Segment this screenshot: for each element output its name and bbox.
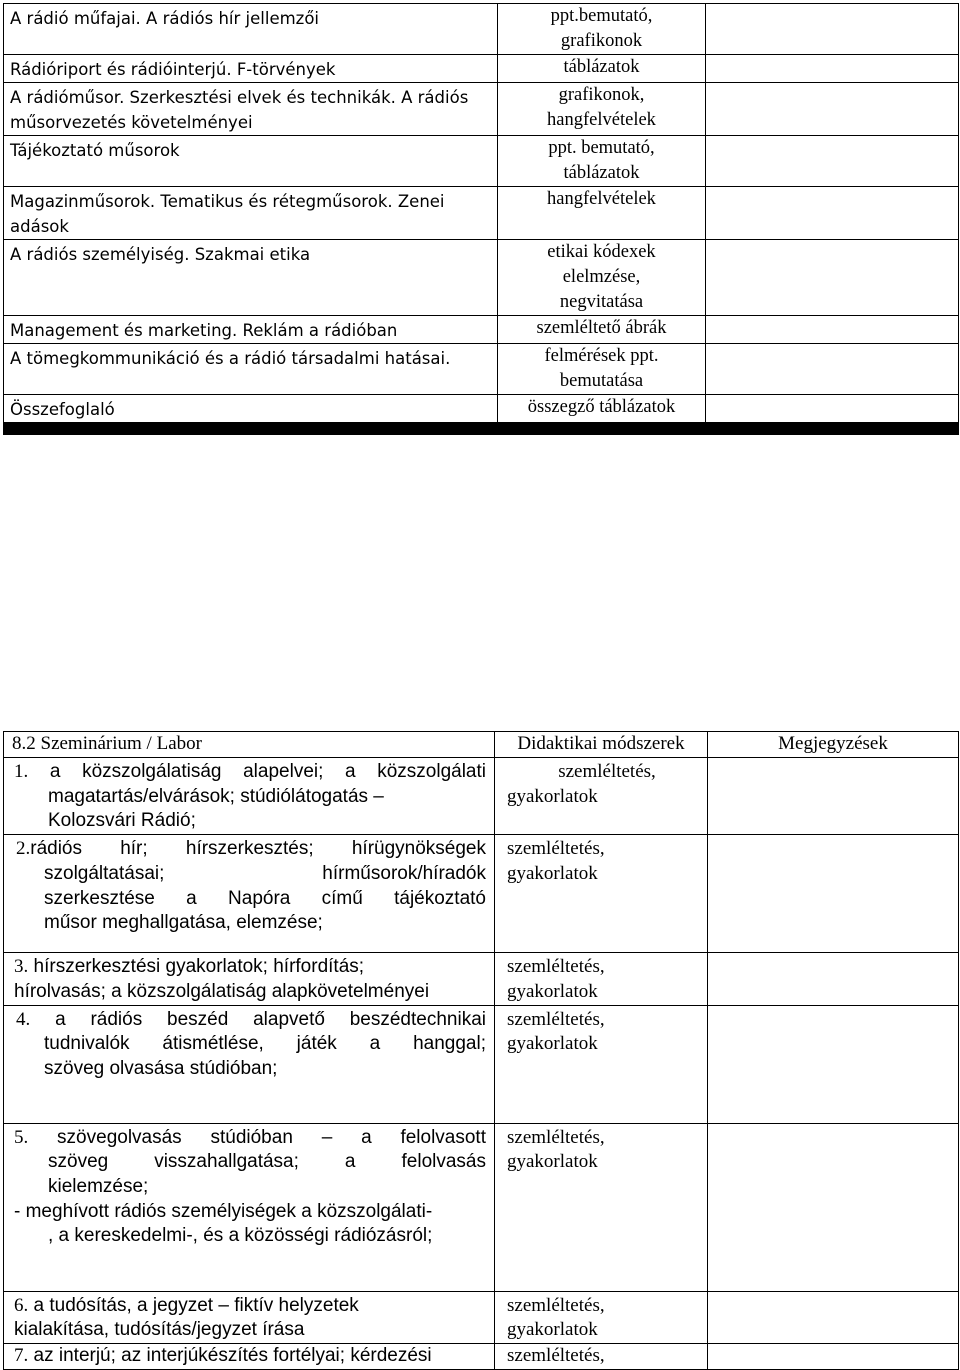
notes-cell (708, 1123, 959, 1291)
notes-cell (708, 758, 959, 835)
notes-cell (708, 1291, 959, 1343)
header-notes: Megjegyzések (708, 732, 959, 758)
notes-cell (706, 240, 959, 316)
item-number: 1. (14, 761, 29, 782)
topic-text: A rádióműsor. Szerkesztési elvek és technikák. A rádiós (10, 88, 469, 107)
table-row (4, 1291, 959, 1343)
method-text: szemléltetés, (558, 761, 656, 782)
notes-cell (706, 83, 959, 136)
method-text: gyakorlatok (507, 1319, 598, 1341)
method-text: gyakorlatok (507, 980, 598, 1002)
header-seminar: 8.2 Szeminárium / Labor (4, 732, 495, 758)
method-text: gyakorlatok (507, 862, 598, 884)
item-text: szolgáltatásai; hírműsorok/híradók (44, 862, 486, 884)
method-text: szemléltetés, (507, 838, 605, 860)
method-text: táblázatok (563, 57, 640, 77)
notes-cell (708, 835, 959, 953)
item-text: - meghívott rádiós személyiségek a közszolgálati- (14, 1200, 433, 1222)
header-row (4, 732, 959, 758)
method-text: szemléltetés, (507, 1008, 605, 1030)
item-number: 6. (14, 1294, 29, 1316)
item-text: , a kereskedelmi-, és a közösségi rádiózásról; (48, 1225, 433, 1247)
method-text: ppt. bemutató, (548, 138, 655, 158)
method-text: összegző táblázatok (527, 397, 676, 417)
item-number: 2. (16, 838, 31, 860)
item-text: kielemzése; (48, 1175, 149, 1197)
seminar-table (3, 731, 959, 1370)
table-row (4, 136, 959, 187)
notes-cell (706, 316, 959, 344)
method-text: grafikonok (560, 31, 643, 51)
table-row (4, 316, 959, 344)
notes-cell (708, 1343, 959, 1369)
item-text: szövegolvasás stúdióban – a felolvasott (28, 1126, 486, 1148)
table-row (4, 344, 959, 395)
method-text: szemléltetés, (507, 1126, 605, 1148)
method-text: felmérések ppt. (544, 346, 659, 366)
item-number: 7. (14, 1344, 29, 1366)
item-text: a rádiós beszéd alapvető beszédtechnikai (30, 1008, 486, 1030)
item-text: az interjú; az interjúkészítés fortélyai; kérdezési (28, 1344, 432, 1366)
notes-cell (708, 953, 959, 1005)
notes-cell (706, 55, 959, 83)
item-number: 5. (14, 1126, 29, 1148)
course-topics-table (3, 3, 959, 435)
item-text: rádiós hír; hírszerkesztés; hírügynökségek (30, 838, 486, 860)
notes-cell (706, 4, 959, 55)
item-text: kialakítása, tudósítás/jegyzet írása (14, 1319, 305, 1341)
notes-cell (706, 395, 959, 423)
item-text: szöveg olvasása stúdióban; (44, 1057, 278, 1079)
method-text: grafikonok, (558, 85, 645, 105)
table-row (4, 1005, 959, 1123)
table-row (4, 758, 959, 835)
table-row (4, 1343, 959, 1369)
method-text: hangfelvételek (547, 110, 656, 130)
item-text: hírolvasás; a közszolgálatiság alapkövetelményei (14, 980, 430, 1002)
method-text: gyakorlatok (507, 1151, 598, 1173)
method-text: gyakorlatok (507, 785, 598, 807)
method-text: bemutatása (559, 371, 644, 391)
method-text: szemléltetés, (507, 956, 605, 978)
method-text: ppt.bemutató, (550, 6, 653, 26)
table-row (4, 4, 959, 55)
method-text: hangfelvételek (547, 189, 656, 209)
item-text: hírszerkesztési gyakorlatok; hírfordítás; (28, 956, 365, 978)
item-text: műsor meghallgatása, elemzése; (44, 912, 323, 934)
method-text: negvitatása (559, 292, 644, 312)
table-row (4, 953, 959, 1005)
method-text: táblázatok (563, 163, 640, 183)
method-text: szemléltetés, (507, 1294, 605, 1316)
method-text: gyakorlatok (507, 1033, 598, 1055)
topic-text: Magazinműsorok. Tematikus és rétegműsorok. Zenei (10, 192, 445, 211)
header-methods: Didaktikai módszerek (495, 732, 708, 758)
topic-text: Management és marketing. Reklám a rádióban (10, 321, 398, 340)
topic-text: adások (10, 217, 69, 236)
topic-text: A rádió műfajai. A rádiós hír jellemzői (10, 9, 320, 28)
topic-text: Tájékoztató műsorok (10, 141, 180, 160)
item-text: szerkesztése a Napóra című tájékoztató (44, 887, 486, 909)
item-text: Kolozsvári Rádió; (48, 810, 196, 832)
table-row (4, 1123, 959, 1291)
table-row (4, 83, 959, 136)
method-cell (498, 4, 705, 54)
notes-cell (706, 344, 959, 395)
method-text: szemléltetés, (507, 1344, 605, 1366)
item-text: a közszolgálatiság alapelvei; a közszolgálati (28, 761, 486, 782)
method-text: szemléltető ábrák (536, 318, 667, 338)
item-text: tudnivalók átismétlése, játék a hanggal; (44, 1033, 486, 1055)
item-text: magatartás/elvárások; stúdiólátogatás – (48, 785, 384, 807)
topic-text: Rádióriport és rádióinterjú. F-törvények (10, 60, 336, 79)
table-row (4, 835, 959, 953)
item-text: szöveg visszahallgatása; a felolvasás (48, 1151, 486, 1173)
item-text: a tudósítás, a jegyzet – fiktív helyzetek (28, 1294, 359, 1316)
table-row (4, 55, 959, 83)
topic-text: A tömegkommunikáció és a rádió társadalmi hatásai. (10, 349, 451, 368)
table-row (4, 240, 959, 316)
item-number: 4. (16, 1008, 31, 1030)
topic-text: A rádiós személyiség. Szakmai etika (10, 245, 311, 264)
notes-cell (708, 1005, 959, 1123)
empty-row (4, 434, 959, 435)
table-row (4, 395, 959, 423)
notes-cell (706, 187, 959, 240)
method-text: etikai kódexek (547, 242, 656, 262)
method-text: elelmzése, (562, 267, 641, 287)
topic-cell (4, 4, 497, 31)
topic-text: műsorvezetés követelményei (10, 113, 253, 132)
notes-cell (706, 136, 959, 187)
topic-text: Összefoglaló (10, 400, 115, 419)
item-number: 3. (14, 956, 29, 978)
table-row (4, 187, 959, 240)
